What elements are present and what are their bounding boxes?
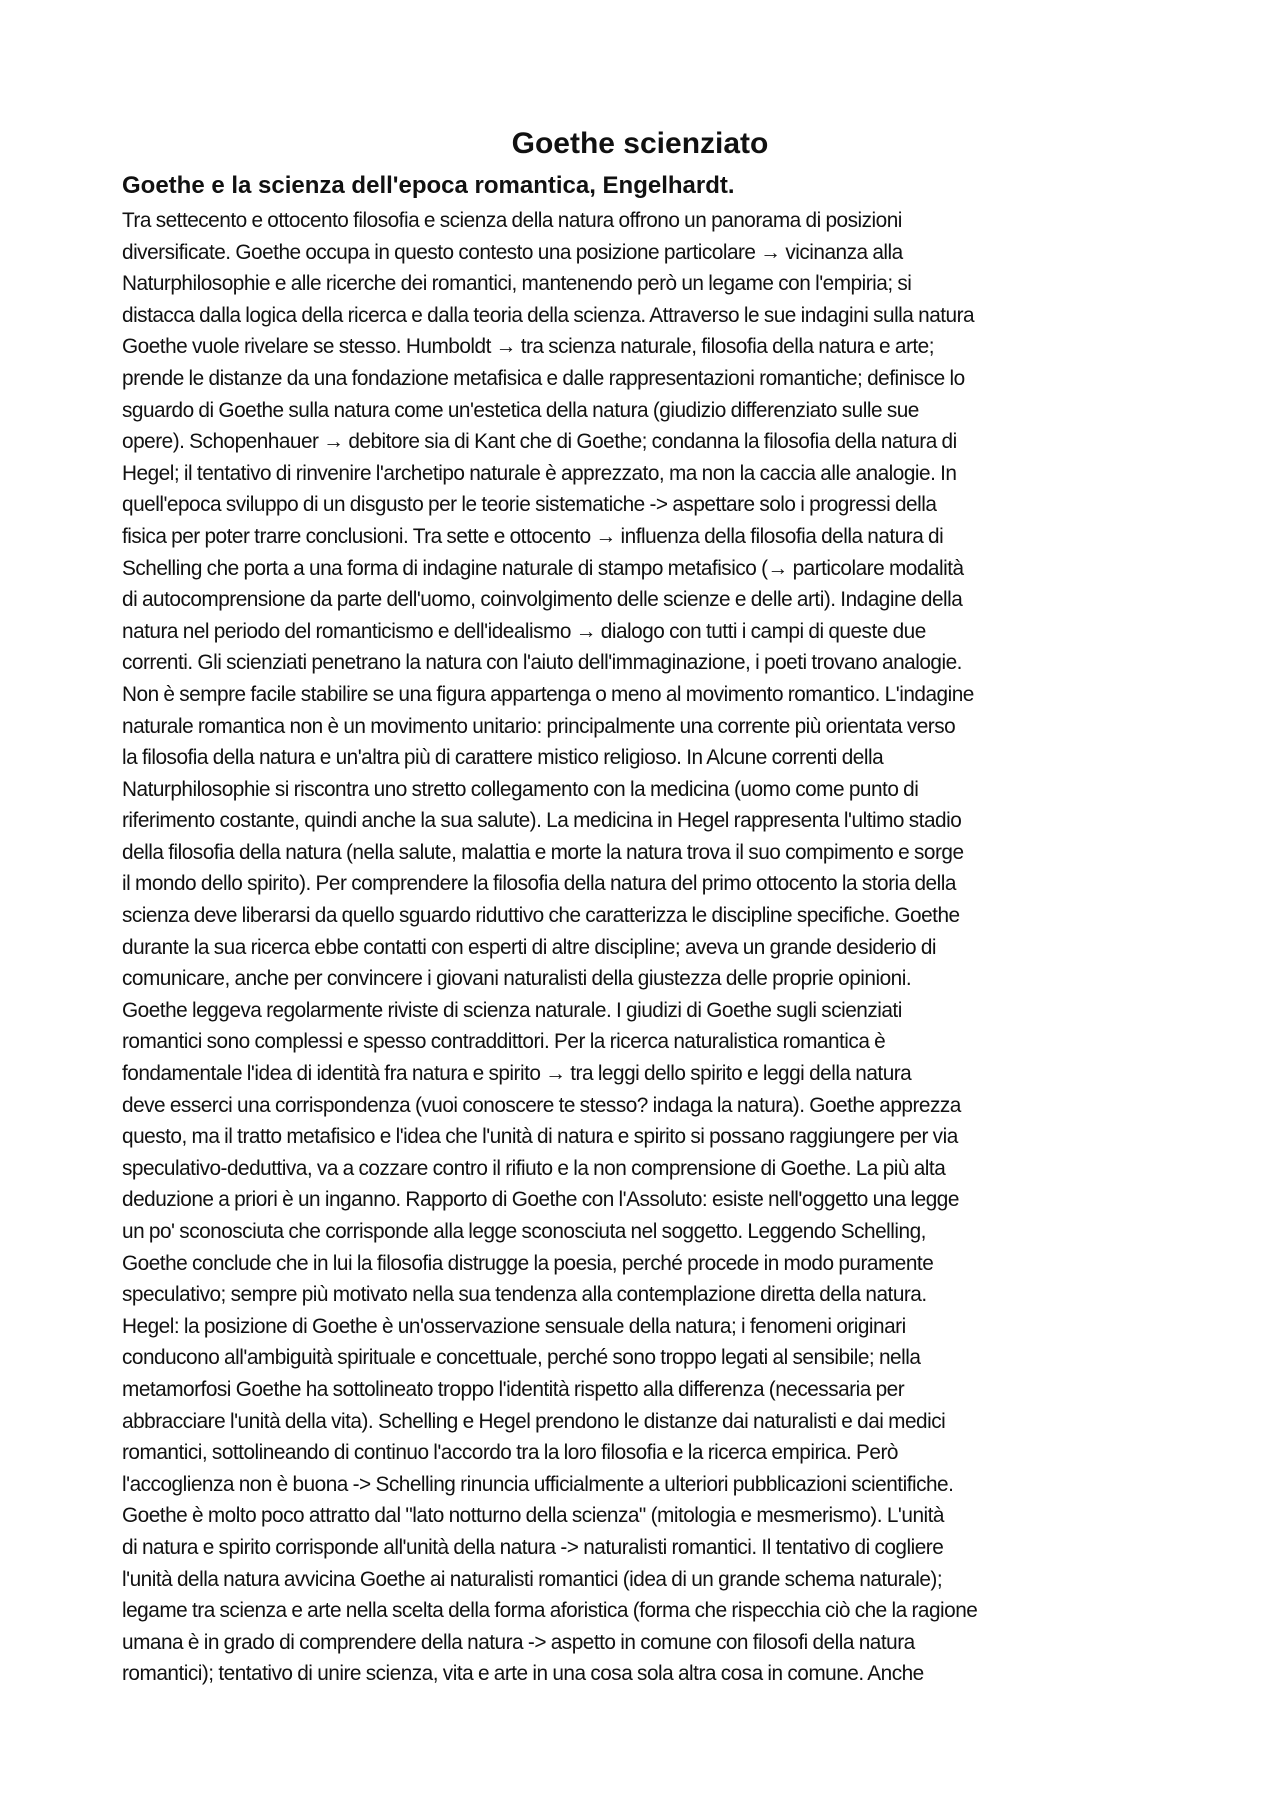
document-body <box>122 205 1170 1690</box>
document-subtitle: Goethe e la scienza dell'epoca romantica, Engelhardt. <box>122 172 735 199</box>
body-text-line: distacca dalla logica della ricerca e dalla teoria della scienza. Attraverso le sue indagini sulla natura <box>122 303 975 327</box>
body-text-line: umana è in grado di comprendere della natura -> aspetto in comune con filosofi della natura <box>122 1630 915 1654</box>
body-text-line: questo, ma il tratto metafisico e l'idea che l'unità di natura e spirito si possano raggiungere per via <box>122 1125 958 1149</box>
body-text-line: Naturphilosophie si riscontra uno stretto collegamento con la medicina (uomo come punto di <box>122 777 919 801</box>
body-text-line: speculativo; sempre più motivato nella sua tendenza alla contemplazione diretta della natura. <box>122 1283 927 1307</box>
body-text-line: metamorfosi Goethe ha sottolineato troppo l'identità rispetto alla differenza (necessaria per <box>122 1377 905 1401</box>
body-text-line: riferimento costante, quindi anche la sua salute). La medicina in Hegel rappresenta l'ultimo stadio <box>122 809 962 833</box>
body-text-line: naturale romantica non è un movimento unitario: principalmente una corrente più orientata verso <box>122 714 956 738</box>
body-text-line: natura nel periodo del romanticismo e dell'idealismo → dialogo con tutti i campi di queste due <box>122 619 926 643</box>
body-text-line: deduzione a priori è un inganno. Rapporto di Goethe con l'Assoluto: esiste nell'oggetto una legge <box>122 1188 959 1212</box>
body-text-line: fondamentale l'idea di identità fra natura e spirito → tra leggi dello spirito e leggi della natura <box>122 1062 912 1086</box>
body-text-line: Hegel; il tentativo di rinvenire l'archetipo naturale è apprezzato, ma non la caccia alle analogie. In <box>122 461 957 485</box>
body-text-line: di natura e spirito corrisponde all'unità della natura -> naturalisti romantici. Il tentativo di cogliere <box>122 1535 944 1559</box>
body-text-line: Hegel: la posizione di Goethe è un'osservazione sensuale della natura; i fenomeni originari <box>122 1314 906 1338</box>
body-text-line: un po' sconosciuta che corrisponde alla legge sconosciuta nel soggetto. Leggendo Schelling, <box>122 1220 926 1243</box>
body-text-line: deve esserci una corrispondenza (vuoi conoscere te stesso? indaga la natura). Goethe apprezza <box>122 1093 961 1117</box>
document-title: Goethe scienziato <box>511 127 769 160</box>
body-text-line: Goethe leggeva regolarmente riviste di scienza naturale. I giudizi di Goethe sugli scienziati <box>122 998 902 1022</box>
body-text-line: della filosofia della natura (nella salute, malattia e morte la natura trova il suo compimento e sorge <box>122 840 964 864</box>
body-text-line: speculativo-deduttiva, va a cozzare contro il rifiuto e la non comprensione di Goethe. La più alta <box>122 1156 946 1180</box>
body-text-line: romantici); tentativo di unire scienza, vita e arte in una cosa sola altra cosa in comune. Anche <box>122 1662 924 1686</box>
body-text-line: Goethe conclude che in lui la filosofia distrugge la poesia, perché procede in modo puramente <box>122 1251 934 1275</box>
body-text-line: il mondo dello spirito). Per comprendere la filosofia della natura del primo ottocento la storia della <box>122 872 956 896</box>
body-text-line: la filosofia della natura e un'altra più di carattere mistico religioso. In Alcune correnti della <box>122 746 884 770</box>
body-text-line: opere). Schopenhauer → debitore sia di Kant che di Goethe; condanna la filosofia della natura di <box>122 430 957 454</box>
body-text-line: comunicare, anche per convincere i giovani naturalisti della giustezza delle proprie opinioni. <box>122 967 912 991</box>
body-text-line: romantici, sottolineando di continuo l'accordo tra la loro filosofia e la ricerca empirica. Però <box>122 1441 898 1465</box>
body-text-line: Goethe è molto poco attratto dal "lato notturno della scienza" (mitologia e mesmerismo). L'unità <box>122 1504 944 1528</box>
body-text-line: diversificate. Goethe occupa in questo contesto una posizione particolare → vicinanza alla <box>122 240 903 264</box>
body-text-line: legame tra scienza e arte nella scelta della forma aforistica (forma che rispecchia ciò che la ragione <box>122 1599 978 1623</box>
body-text-line: sguardo di Goethe sulla natura come un'estetica della natura (giudizio differenziato sulle sue <box>122 398 919 422</box>
body-text-line: quell'epoca sviluppo di un disgusto per le teorie sistematiche -> aspettare solo i progressi della <box>122 493 937 517</box>
body-text-line: Schelling che porta a una forma di indagine naturale di stampo metafisico (→ particolare modalità <box>122 556 964 580</box>
body-text-line: l'accoglienza non è buona -> Schelling rinuncia ufficialmente a ulteriori pubblicazioni scientifiche. <box>122 1472 954 1496</box>
body-text-line: Non è sempre facile stabilire se una figura appartenga o meno al movimento romantico. L'indagine <box>122 682 974 706</box>
body-text-line: abbracciare l'unità della vita). Schelling e Hegel prendono le distanze dai naturalisti e dai medici <box>122 1409 946 1433</box>
body-text-line: Naturphilosophie e alle ricerche dei romantici, mantenendo però un legame con l'empiria; si <box>122 272 912 296</box>
body-text-line: di autocomprensione da parte dell'uomo, coinvolgimento delle scienze e delle arti). Indagine della <box>122 588 963 612</box>
body-text-line: prende le distanze da una fondazione metafisica e dalle rappresentazioni romantiche; definisce lo <box>122 366 965 390</box>
body-text-line: durante la sua ricerca ebbe contatti con esperti di altre discipline; aveva un grande desiderio di <box>122 935 937 959</box>
body-text-line: l'unità della natura avvicina Goethe ai naturalisti romantici (idea di un grande schema naturale); <box>122 1567 943 1591</box>
body-text-line: romantici sono complessi e spesso contraddittori. Per la ricerca naturalistica romantica è <box>122 1030 886 1054</box>
body-text-line: Goethe vuole rivelare se stesso. Humboldt → tra scienza naturale, filosofia della natura e arte; <box>122 335 934 359</box>
body-text-line: scienza deve liberarsi da quello sguardo riduttivo che caratterizza le discipline specifiche. Goethe <box>122 904 960 928</box>
body-text-line: Tra settecento e ottocento filosofia e scienza della natura offrono un panorama di posizioni <box>122 209 902 232</box>
body-text-line: correnti. Gli scienziati penetrano la natura con l'aiuto dell'immaginazione, i poeti trovano analogie. <box>122 651 962 675</box>
body-text-line: conducono all'ambiguità spirituale e concettuale, perché sono troppo legati al sensibile; nella <box>122 1346 921 1370</box>
body-text-line: fisica per poter trarre conclusioni. Tra sette e ottocento → influenza della filosofia della natura di <box>122 524 944 548</box>
